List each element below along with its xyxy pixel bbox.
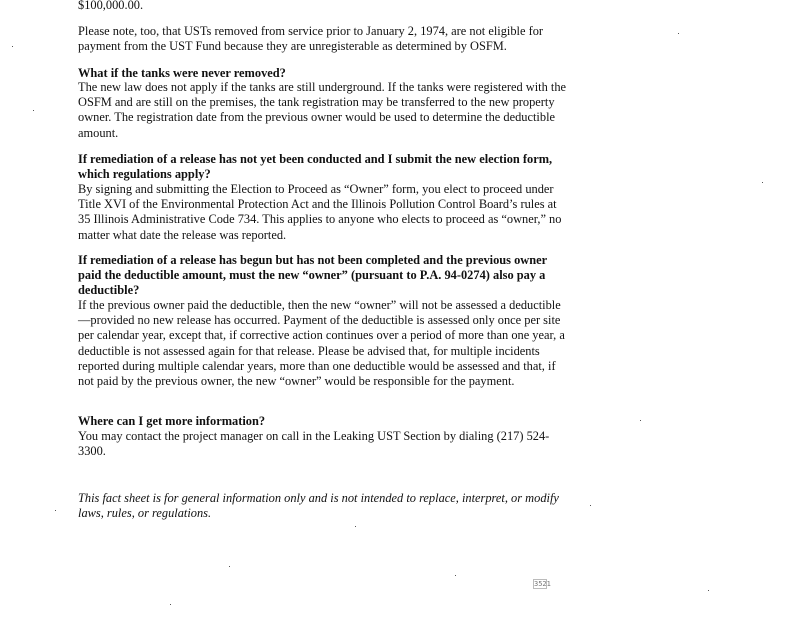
scan-speck [170,604,171,605]
scan-speck [640,420,641,421]
answer-more-information: You may contact the project manager on call in the Leaking UST Section by dialing (217) 524-3300. [78,429,550,459]
intro-paragraph: Please note, too, that USTs removed from service prior to January 2, 1974, are not eligible for payment from the UST Fund because they are unregisterable as determined by OSFM. [78,24,544,54]
disclaimer: This fact sheet is for general information only and is not intended to replace, interpret, or modify laws, rules, or regulations. [78,491,559,521]
scan-speck [678,33,679,34]
scan-speck [762,182,763,183]
scan-speck [12,46,13,47]
question-regulations-apply: If remediation of a release has not yet been conducted and I submit the new election form, which regulations apply? [78,152,553,182]
question-deductible: If remediation of a release has begun but has not been completed and the previous owner paid the deductible amount, must the new “owner” (pursuant to P.A. 94-0274) also pay a deductible? [78,253,547,298]
scan-speck [355,526,356,527]
question-more-information: Where can I get more information? [78,414,266,428]
question-never-removed: What if the tanks were never removed? [78,66,286,80]
answer-regulations-apply: By signing and submitting the Election to Proceed as “Owner” form, you elect to proceed under Title XVI of the Environmental Protection Act and the Illinois Pollution Control Board’s rules at 35 Illinois Administrative Code 734. This applies to anyone who elects to proceed as “owner,” no matter what date the release was reported. [78,182,562,242]
scan-speck [590,505,591,506]
amount-line: $100,000.00. [78,0,144,12]
answer-never-removed: The new law does not apply if the tanks are still underground. If the tanks were registered with the OSFM and are still on the premises, the tank registration may be transferred to the new property owner. The registration date from the previous owner would be used to determine the deductible amount. [78,80,567,140]
scan-speck [55,510,56,511]
scan-speck [708,590,709,591]
answer-deductible: If the previous owner paid the deductible, then the new “owner” will not be assessed a deductible—provided no new release has occurred. Payment of the deductible is assessed only once per site per calendar year, except that, if corrective action continues over a period of more than one year, a deductible is not assessed again for that release. Please be advised that, for multiple incidents reported during multiple calendar years, more than one deductible would be assessed and that, if not paid by the previous owner, the new “owner” would be responsible for the payment. [78,298,565,389]
scan-speck [33,110,34,111]
scan-speck [229,566,230,567]
scan-speck [455,575,456,576]
page-stamp: 3521 [534,580,551,588]
